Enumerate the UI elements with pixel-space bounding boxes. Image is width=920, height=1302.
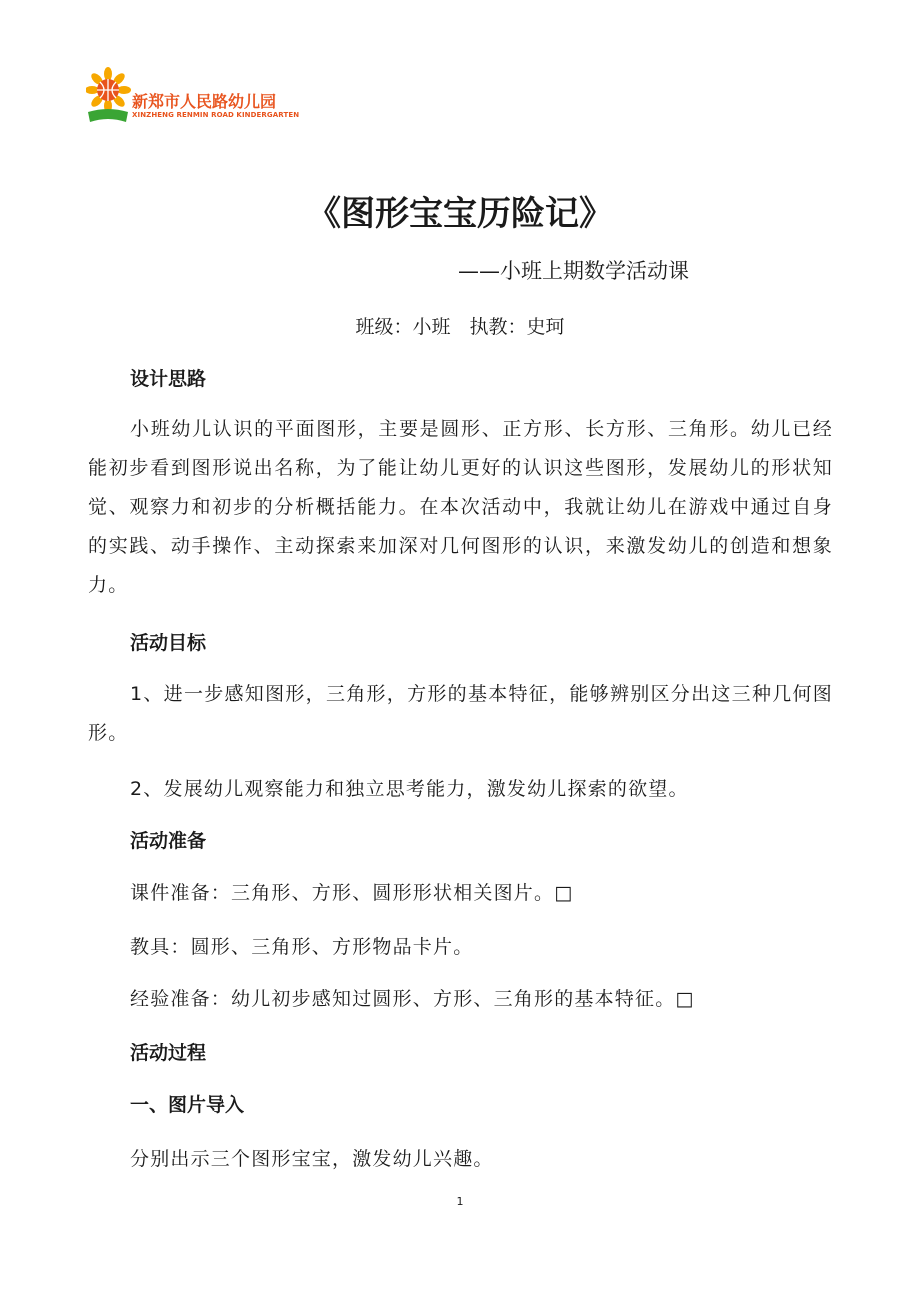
- sunflower-logo-icon: [86, 66, 132, 126]
- goals-heading: 活动目标: [130, 632, 207, 654]
- goal-item-1: 1、进一步感知图形，三角形，方形的基本特征，能够辨别区分出这三种几何图形。: [88, 683, 833, 744]
- page-number: 1: [456, 1195, 464, 1208]
- prep-item-experience: 经验准备：幼儿初步感知过圆形、方形、三角形的基本特征。□: [130, 988, 695, 1010]
- prep-item-courseware: 课件准备：三角形、方形、圆形形状相关图片。□: [130, 882, 574, 904]
- design-paragraph: 小班幼儿认识的平面图形，主要是圆形、正方形、长方形、三角形。幼儿已经能初步看到图形说出名称，为了能让幼儿更好的认识这些图形，发展幼儿的形状知觉、观察力和初步的分析概括能力。在本次活动中，我就让幼儿在游戏中通过自身的实践、动手操作、主动探索来加深对几何图形的认识，来激发幼儿的创造和想象力。: [88, 418, 833, 596]
- class-teacher-info: 班级：小班 执教：史珂: [355, 316, 565, 338]
- kindergarten-logo: [86, 66, 300, 126]
- document-title: 《图形宝宝历险记》: [307, 194, 613, 234]
- step-1-heading: 一、图片导入: [130, 1094, 245, 1116]
- logo-english-name: XINZHENG RENMIN ROAD KINDERGARTEN: [132, 111, 300, 119]
- design-heading: 设计思路: [130, 368, 207, 390]
- process-heading: 活动过程: [130, 1042, 207, 1064]
- step-1-text: 分别出示三个图形宝宝，激发幼儿兴趣。: [130, 1148, 494, 1170]
- logo-chinese-name: 新郑市人民路幼儿园: [132, 92, 277, 111]
- document-subtitle: ——小班上期数学活动课: [458, 259, 689, 283]
- goal-item-2: 2、发展幼儿观察能力和独立思考能力，激发幼儿探索的欲望。: [130, 778, 689, 800]
- prep-item-teaching-aids: 教具：圆形、三角形、方形物品卡片。: [130, 936, 474, 958]
- prep-heading: 活动准备: [130, 830, 207, 852]
